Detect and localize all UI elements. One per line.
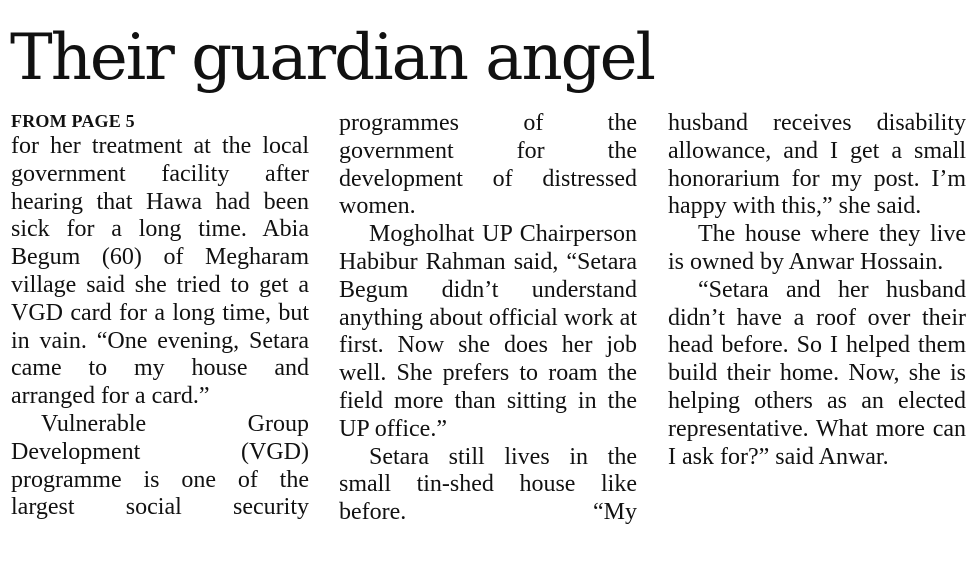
paragraph: Setara still lives in the small tin-shed house like before. “My	[339, 443, 637, 526]
article-column-1	[11, 110, 309, 522]
continuation-kicker: FROM PAGE 5	[11, 111, 135, 131]
paragraph: husband receives disability allowance, and I get a small honorarium for my post. I’m happy with this,” she said.	[668, 110, 966, 220]
article-column-3	[668, 110, 966, 471]
paragraph: The house where they live is owned by Anwar Hossain.	[668, 221, 966, 275]
paragraph: programmes of the government for the development of distressed women.	[339, 110, 637, 220]
paragraph: “Setara and her husband didn’t have a roof over their head before. So I helped them build their home. Now, she is helping others as an elected representative. What more can I ask for?” said Anwar.	[668, 276, 966, 470]
paragraph: for her treatment at the local government facility after hearing that Hawa had been sick for a long time. Abia Begum (60) of Megharam village said she tried to get a VGD card for a long time, but in vain. “One evening, Setara came to my house and arranged for a card.”	[11, 133, 309, 410]
headline: Their guardian angel	[10, 21, 654, 95]
article-column-2	[339, 110, 637, 527]
paragraph: Vulnerable Group Development (VGD) programme is one of the largest social security	[11, 410, 309, 521]
paragraph: Mogholhat UP Chairperson Habibur Rahman said, “Setara Begum didn’t understand anything about official work at first. Now she does her job well. She prefers to roam the field more than sitting in the UP office.”	[339, 221, 637, 442]
